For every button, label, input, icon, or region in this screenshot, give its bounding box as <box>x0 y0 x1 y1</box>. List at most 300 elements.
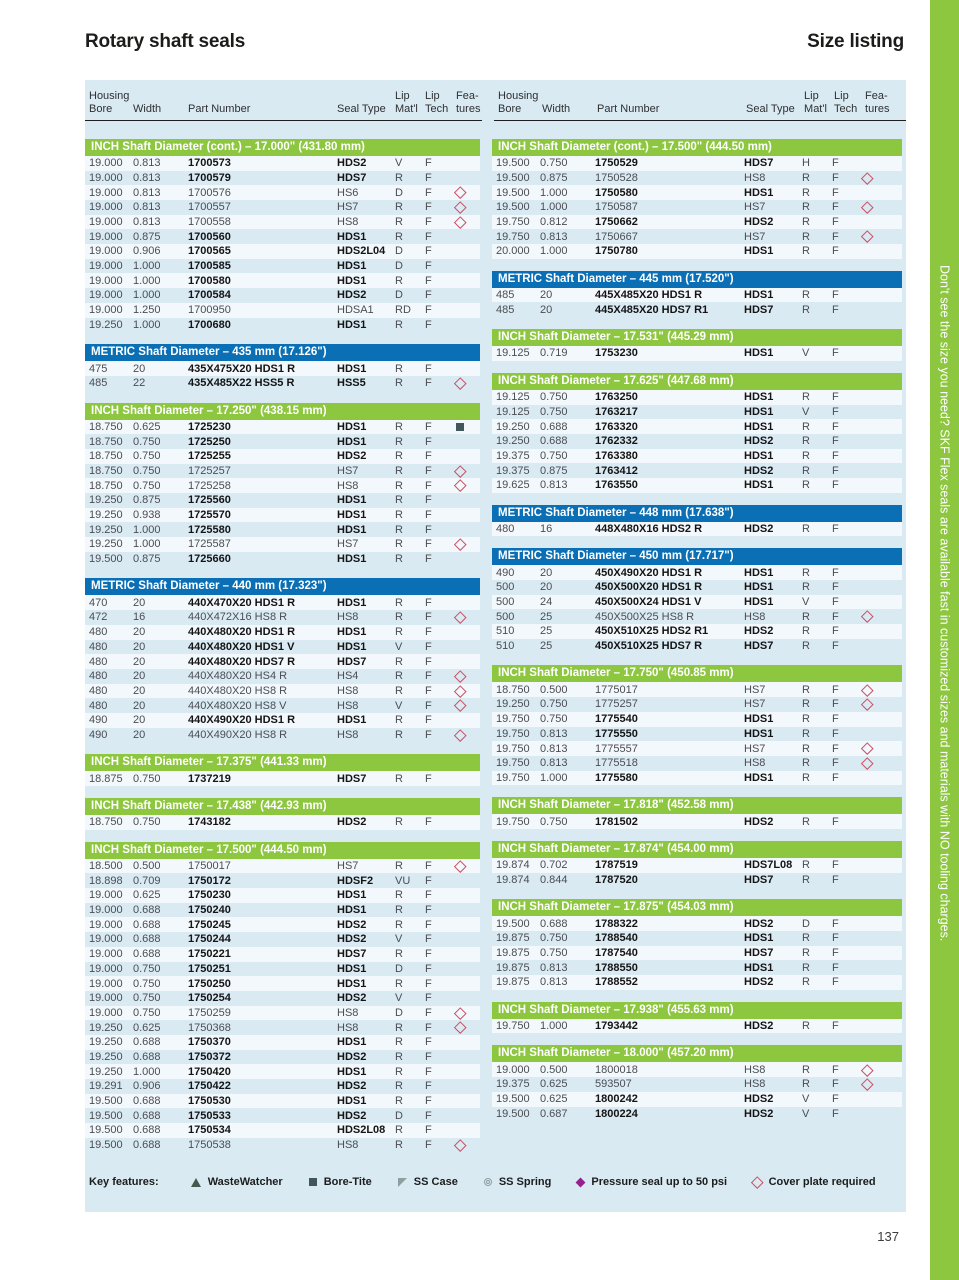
width-cell: 0.813 <box>133 186 161 199</box>
seal-type-cell: HS8 <box>744 171 766 184</box>
seal-type-cell: HS7 <box>337 201 359 214</box>
housing-bore-cell: 19.250 <box>89 1065 123 1078</box>
housing-bore-cell: 19.000 <box>89 186 123 199</box>
key-features-legend <box>89 1176 902 1188</box>
seal-type-cell: HDS2 <box>744 1020 774 1033</box>
housing-bore-cell: 475 <box>89 362 108 375</box>
width-cell: 0.750 <box>540 405 568 418</box>
width-cell: 0.813 <box>133 157 161 170</box>
legend-item <box>577 1176 727 1188</box>
seal-type-cell: HDS7 <box>337 772 367 785</box>
width-cell: 1.000 <box>540 245 568 258</box>
part-number-cell: 1775580 <box>595 771 638 784</box>
features-cell <box>863 1066 902 1075</box>
pressure-seal-icon <box>576 1177 586 1187</box>
housing-bore-cell: 485 <box>89 377 108 390</box>
width-cell: 20 <box>133 362 146 375</box>
lip-material-cell: R <box>802 1078 810 1091</box>
lip-material-cell: R <box>802 435 810 448</box>
table-section <box>85 403 480 567</box>
part-number-cell: 1725560 <box>188 494 231 507</box>
width-cell: 20 <box>133 684 146 697</box>
table-row <box>492 565 902 580</box>
seal-type-cell: HS7 <box>744 698 766 711</box>
cover-plate-icon <box>454 670 466 682</box>
housing-bore-cell: 19.000 <box>89 977 123 990</box>
seal-type-cell: HDS1 <box>337 494 367 507</box>
lip-tech-cell: F <box>425 670 432 683</box>
part-number-cell: 1750538 <box>188 1139 231 1152</box>
housing-bore-cell: 19.750 <box>496 216 530 229</box>
housing-bore-cell: 480 <box>89 684 108 697</box>
lip-tech-cell: F <box>425 1080 432 1093</box>
features-cell <box>456 731 480 740</box>
housing-bore-cell: 19.250 <box>89 509 123 522</box>
part-number-cell: 1750370 <box>188 1036 231 1049</box>
width-cell: 0.812 <box>540 216 568 229</box>
housing-bore-cell: 19.291 <box>89 1080 123 1093</box>
table-row <box>85 1094 480 1109</box>
part-number-cell: 1800224 <box>595 1107 638 1120</box>
lip-material-cell: R <box>395 377 403 390</box>
features-cell <box>456 481 480 490</box>
table-row <box>492 741 902 756</box>
legend-item <box>309 1176 372 1188</box>
seal-type-cell: HDS1 <box>337 640 367 653</box>
lip-tech-cell: F <box>832 947 839 960</box>
table-row <box>492 580 902 595</box>
part-number-cell: 440X480X20 HS4 R <box>188 670 288 683</box>
width-cell: 20 <box>133 626 146 639</box>
lip-material-cell: D <box>395 289 403 302</box>
header-housing-bore: Housing Bore <box>498 90 539 115</box>
table-row <box>492 478 902 493</box>
lip-material-cell: R <box>395 274 403 287</box>
table-row <box>85 273 480 288</box>
width-cell: 0.688 <box>133 1124 161 1137</box>
column-header-row <box>85 80 906 121</box>
part-number-cell: 1750017 <box>188 860 231 873</box>
seal-type-cell: HDS1 <box>744 566 774 579</box>
header-features: Fea- tures <box>865 90 890 115</box>
seal-type-cell: HS7 <box>744 742 766 755</box>
seal-type-cell: HDS2 <box>337 933 367 946</box>
part-number-cell: 1750533 <box>188 1109 231 1122</box>
table-row <box>85 698 480 713</box>
lip-tech-cell: F <box>425 435 432 448</box>
lip-tech-cell: F <box>832 566 839 579</box>
lip-material-cell: R <box>395 611 403 624</box>
lip-material-cell: R <box>395 889 403 902</box>
part-number-cell: 440X480X20 HS8 V <box>188 699 287 712</box>
lip-material-cell: R <box>802 566 810 579</box>
section-header: INCH Shaft Diameter – 17.875" (454.03 mm) <box>492 899 902 916</box>
legend-item <box>191 1176 283 1188</box>
lip-tech-cell: F <box>425 699 432 712</box>
width-cell: 1.000 <box>540 1020 568 1033</box>
seal-type-cell: HDS2 <box>337 1080 367 1093</box>
lip-tech-cell: F <box>832 610 839 623</box>
seal-type-cell: HDS2 <box>744 435 774 448</box>
width-cell: 0.500 <box>540 683 568 696</box>
lip-material-cell: R <box>395 977 403 990</box>
features-cell <box>456 687 480 696</box>
housing-bore-cell: 18.875 <box>89 772 123 785</box>
lip-tech-cell: F <box>832 742 839 755</box>
cover-plate-icon <box>454 480 466 492</box>
part-number-cell: 1787540 <box>595 947 638 960</box>
cover-plate-icon <box>454 538 466 550</box>
housing-bore-cell: 480 <box>89 699 108 712</box>
features-cell <box>863 686 902 695</box>
features-cell <box>863 203 902 212</box>
seal-type-cell: HDS1 <box>337 714 367 727</box>
seal-type-cell: HDS2 <box>337 992 367 1005</box>
seal-type-cell: HS7 <box>744 201 766 214</box>
features-cell <box>456 613 480 622</box>
width-cell: 1.000 <box>540 201 568 214</box>
part-number-cell: 1750372 <box>188 1050 231 1063</box>
table-row <box>492 185 902 200</box>
table-row <box>85 1064 480 1079</box>
part-number-cell: 440X490X20 HS8 R <box>188 728 288 741</box>
width-cell: 1.000 <box>133 318 161 331</box>
table-row <box>492 1062 902 1077</box>
housing-bore-cell: 19.875 <box>496 961 530 974</box>
table-row <box>492 697 902 712</box>
features-cell <box>456 218 480 227</box>
housing-bore-cell: 18.750 <box>89 464 123 477</box>
seal-type-cell: HS4 <box>337 670 359 683</box>
legend-item <box>398 1176 458 1188</box>
lip-material-cell: R <box>395 435 403 448</box>
features-cell <box>456 701 480 710</box>
part-number-cell: 1700580 <box>188 274 231 287</box>
table-row <box>492 595 902 610</box>
table-section <box>85 798 480 830</box>
section-header: METRIC Shaft Diameter – 440 mm (17.323") <box>85 578 480 595</box>
features-cell <box>863 174 902 183</box>
features-cell <box>456 540 480 549</box>
housing-bore-cell: 19.750 <box>496 742 530 755</box>
lip-material-cell: R <box>802 640 810 653</box>
table-section <box>492 139 902 259</box>
table-row <box>85 537 480 552</box>
part-number-cell: 440X480X20 HDS7 R <box>188 655 296 668</box>
table-row <box>85 728 480 743</box>
lip-tech-cell: F <box>832 303 839 316</box>
housing-bore-cell: 500 <box>496 581 515 594</box>
table-row <box>85 684 480 699</box>
lip-tech-cell: F <box>832 201 839 214</box>
lip-tech-cell: F <box>425 289 432 302</box>
table-section <box>492 841 902 887</box>
lip-material-cell: V <box>395 992 403 1005</box>
header-part-number: Part Number <box>188 102 251 115</box>
housing-bore-cell: 510 <box>496 640 515 653</box>
seal-type-cell: HS8 <box>337 728 359 741</box>
seal-type-cell: HDS7 <box>337 948 367 961</box>
table-row <box>85 991 480 1006</box>
part-number-cell: 440X480X20 HDS1 R <box>188 626 296 639</box>
lip-tech-cell: F <box>425 948 432 961</box>
header-lip-tech: Lip Tech <box>425 90 449 115</box>
seal-type-cell: HDS7 <box>337 655 367 668</box>
housing-bore-cell: 490 <box>89 728 108 741</box>
lip-material-cell: R <box>395 1036 403 1049</box>
part-number-cell: 1700680 <box>188 318 231 331</box>
seal-type-cell: HDS1 <box>337 1036 367 1049</box>
lip-tech-cell: F <box>425 464 432 477</box>
width-cell: 0.875 <box>133 553 161 566</box>
housing-bore-cell: 19.750 <box>496 713 530 726</box>
table-row <box>85 156 480 171</box>
table-row <box>492 200 902 215</box>
width-cell: 22 <box>133 377 146 390</box>
features-cell <box>456 188 480 197</box>
seal-type-cell: HS8 <box>337 1006 359 1019</box>
lip-material-cell: RD <box>395 304 411 317</box>
lip-material-cell: R <box>395 948 403 961</box>
housing-bore-cell: 19.000 <box>89 948 123 961</box>
housing-bore-cell: 19.000 <box>89 171 123 184</box>
part-number-cell: 1737219 <box>188 772 231 785</box>
width-cell: 20 <box>133 655 146 668</box>
part-number-cell: 1788550 <box>595 961 638 974</box>
width-cell: 20 <box>540 566 553 579</box>
width-cell: 0.813 <box>133 201 161 214</box>
lip-tech-cell: F <box>425 1006 432 1019</box>
features-cell <box>863 700 902 709</box>
part-number-cell: 1700584 <box>188 289 231 302</box>
part-number-cell: 1750780 <box>595 245 638 258</box>
cover-plate-icon <box>454 465 466 477</box>
cover-plate-icon <box>861 698 873 710</box>
lip-material-cell: R <box>395 494 403 507</box>
cover-plate-icon <box>861 172 873 184</box>
seal-type-cell: HDS2 <box>744 464 774 477</box>
lip-tech-cell: F <box>832 596 839 609</box>
width-cell: 0.625 <box>540 1093 568 1106</box>
lip-material-cell: D <box>395 186 403 199</box>
part-number-cell: 1788552 <box>595 976 638 989</box>
seal-type-cell: HDS1 <box>337 318 367 331</box>
part-number-cell: 1750368 <box>188 1021 231 1034</box>
lip-tech-cell: F <box>425 1065 432 1078</box>
seal-type-cell: HDS1 <box>744 961 774 974</box>
lip-material-cell: R <box>802 610 810 623</box>
width-cell: 0.750 <box>540 815 568 828</box>
width-cell: 0.500 <box>133 860 161 873</box>
housing-bore-cell: 19.750 <box>496 757 530 770</box>
cover-plate-icon <box>454 1007 466 1019</box>
housing-bore-cell: 19.250 <box>89 523 123 536</box>
features-cell <box>456 672 480 681</box>
part-number-cell: 1787520 <box>595 873 638 886</box>
width-cell: 24 <box>540 596 553 609</box>
section-header: INCH Shaft Diameter – 17.438" (442.93 mm) <box>85 798 480 815</box>
lip-tech-cell: F <box>832 873 839 886</box>
lip-material-cell: R <box>802 1020 810 1033</box>
lip-tech-cell: F <box>832 961 839 974</box>
table-section <box>492 548 902 653</box>
lip-tech-cell: F <box>832 245 839 258</box>
width-cell: 0.688 <box>133 1109 161 1122</box>
lip-tech-cell: F <box>425 684 432 697</box>
part-number-cell: 1800242 <box>595 1093 638 1106</box>
part-number-cell: 1750587 <box>595 201 638 214</box>
seal-type-cell: HDS1 <box>744 420 774 433</box>
lip-tech-cell: F <box>832 815 839 828</box>
table-section <box>85 842 480 1153</box>
housing-bore-cell: 19.250 <box>89 1036 123 1049</box>
part-number-cell: 1788322 <box>595 917 638 930</box>
housing-bore-cell: 19.874 <box>496 859 530 872</box>
width-cell: 20 <box>133 640 146 653</box>
seal-type-cell: HDS7 <box>744 640 774 653</box>
housing-bore-cell: 19.625 <box>496 479 530 492</box>
features-cell <box>863 759 902 768</box>
seal-type-cell: HS7 <box>744 683 766 696</box>
ss-case-icon <box>398 1178 407 1187</box>
table-row <box>85 376 480 391</box>
housing-bore-cell: 480 <box>89 640 108 653</box>
housing-bore-cell: 19.000 <box>89 289 123 302</box>
seal-type-cell: HDS1 <box>337 1065 367 1078</box>
lip-material-cell: R <box>802 771 810 784</box>
seal-type-cell: HS8 <box>337 684 359 697</box>
housing-bore-cell: 19.000 <box>89 889 123 902</box>
section-header: METRIC Shaft Diameter – 448 mm (17.638") <box>492 505 902 522</box>
housing-bore-cell: 19.500 <box>89 553 123 566</box>
lip-material-cell: R <box>395 714 403 727</box>
table-row <box>85 200 480 215</box>
lip-tech-cell: F <box>832 932 839 945</box>
cover-plate-icon <box>454 729 466 741</box>
table-row <box>492 727 902 742</box>
lip-material-cell: R <box>395 904 403 917</box>
lip-material-cell: D <box>802 917 810 930</box>
header-seal-type: Seal Type <box>337 102 386 115</box>
lip-material-cell: V <box>802 596 810 609</box>
housing-bore-cell: 18.750 <box>496 683 530 696</box>
part-number-cell: 1775518 <box>595 757 638 770</box>
part-number-cell: 1753230 <box>595 347 638 360</box>
section-header: INCH Shaft Diameter – 17.625" (447.68 mm) <box>492 373 902 390</box>
housing-bore-cell: 480 <box>89 626 108 639</box>
width-cell: 0.750 <box>540 932 568 945</box>
lip-material-cell: R <box>802 859 810 872</box>
page-number: 137 <box>877 1229 899 1244</box>
width-cell: 0.813 <box>540 742 568 755</box>
cover-plate-icon <box>861 757 873 769</box>
width-cell: 0.750 <box>133 479 161 492</box>
lip-material-cell: R <box>802 245 810 258</box>
lip-tech-cell: F <box>832 289 839 302</box>
table-row <box>492 1077 902 1092</box>
housing-bore-cell: 19.000 <box>496 1063 530 1076</box>
lip-material-cell: R <box>395 684 403 697</box>
part-number-cell: 1725255 <box>188 450 231 463</box>
sidebar-promo-text: Don't see the size you need? SKF Flex seals are available fast in customized sizes and materials with NO tooling charges. <box>937 265 952 942</box>
housing-bore-cell: 19.250 <box>89 1021 123 1034</box>
width-cell: 0.688 <box>133 904 161 917</box>
width-cell: 1.000 <box>133 538 161 551</box>
seal-type-cell: HDS2L08 <box>337 1124 386 1137</box>
lip-tech-cell: F <box>425 904 432 917</box>
legend-item-label: WasteWatcher <box>207 1176 283 1188</box>
table-row <box>492 434 902 449</box>
lip-material-cell: D <box>395 260 403 273</box>
width-cell: 0.688 <box>133 948 161 961</box>
housing-bore-cell: 19.125 <box>496 405 530 418</box>
width-cell: 20 <box>133 714 146 727</box>
width-cell: 0.875 <box>540 171 568 184</box>
lip-tech-cell: F <box>832 917 839 930</box>
housing-bore-cell: 19.375 <box>496 449 530 462</box>
table-row <box>85 903 480 918</box>
part-number-cell: 1750251 <box>188 962 231 975</box>
width-cell: 0.719 <box>540 347 568 360</box>
part-number-cell: 1725587 <box>188 538 231 551</box>
cover-plate-icon <box>751 1176 763 1188</box>
housing-bore-cell: 480 <box>89 655 108 668</box>
lip-tech-cell: F <box>425 216 432 229</box>
width-cell: 0.750 <box>133 962 161 975</box>
seal-type-cell: HDS2 <box>337 450 367 463</box>
cover-plate-icon <box>454 201 466 213</box>
housing-bore-cell: 18.750 <box>89 420 123 433</box>
table-row <box>492 975 902 990</box>
table-section <box>492 665 902 785</box>
lip-tech-cell: F <box>425 1050 432 1063</box>
width-cell: 0.687 <box>540 1107 568 1120</box>
table-row <box>492 624 902 639</box>
lip-tech-cell: F <box>832 683 839 696</box>
width-cell: 0.906 <box>133 1080 161 1093</box>
lip-tech-cell: F <box>425 186 432 199</box>
part-number-cell: 1775550 <box>595 727 638 740</box>
part-number-cell: 1725570 <box>188 509 231 522</box>
lip-tech-cell: F <box>425 626 432 639</box>
width-cell: 0.750 <box>133 464 161 477</box>
lip-tech-cell: F <box>425 918 432 931</box>
seal-type-cell: HDS1 <box>744 771 774 784</box>
width-cell: 0.688 <box>133 1050 161 1063</box>
width-cell: 25 <box>540 610 553 623</box>
part-number-cell: 440X480X20 HS8 R <box>188 684 288 697</box>
part-number-cell: 1788540 <box>595 932 638 945</box>
table-section <box>492 1045 902 1121</box>
lip-tech-cell: F <box>425 553 432 566</box>
part-number-cell: 1700576 <box>188 186 231 199</box>
table-row <box>85 288 480 303</box>
seal-type-cell: HDS1 <box>337 523 367 536</box>
width-cell: 0.688 <box>540 917 568 930</box>
lip-tech-cell: F <box>832 698 839 711</box>
table-row <box>85 1123 480 1138</box>
lip-material-cell: R <box>802 522 810 535</box>
lip-material-cell: D <box>395 962 403 975</box>
lip-tech-cell: F <box>832 771 839 784</box>
lip-material-cell: V <box>395 933 403 946</box>
header-housing-bore: Housing Bore <box>89 90 130 115</box>
housing-bore-cell: 19.375 <box>496 464 530 477</box>
part-number-cell: 593507 <box>595 1078 632 1091</box>
lip-material-cell: R <box>395 523 403 536</box>
features-cell <box>863 612 902 621</box>
lip-material-cell: R <box>395 230 403 243</box>
